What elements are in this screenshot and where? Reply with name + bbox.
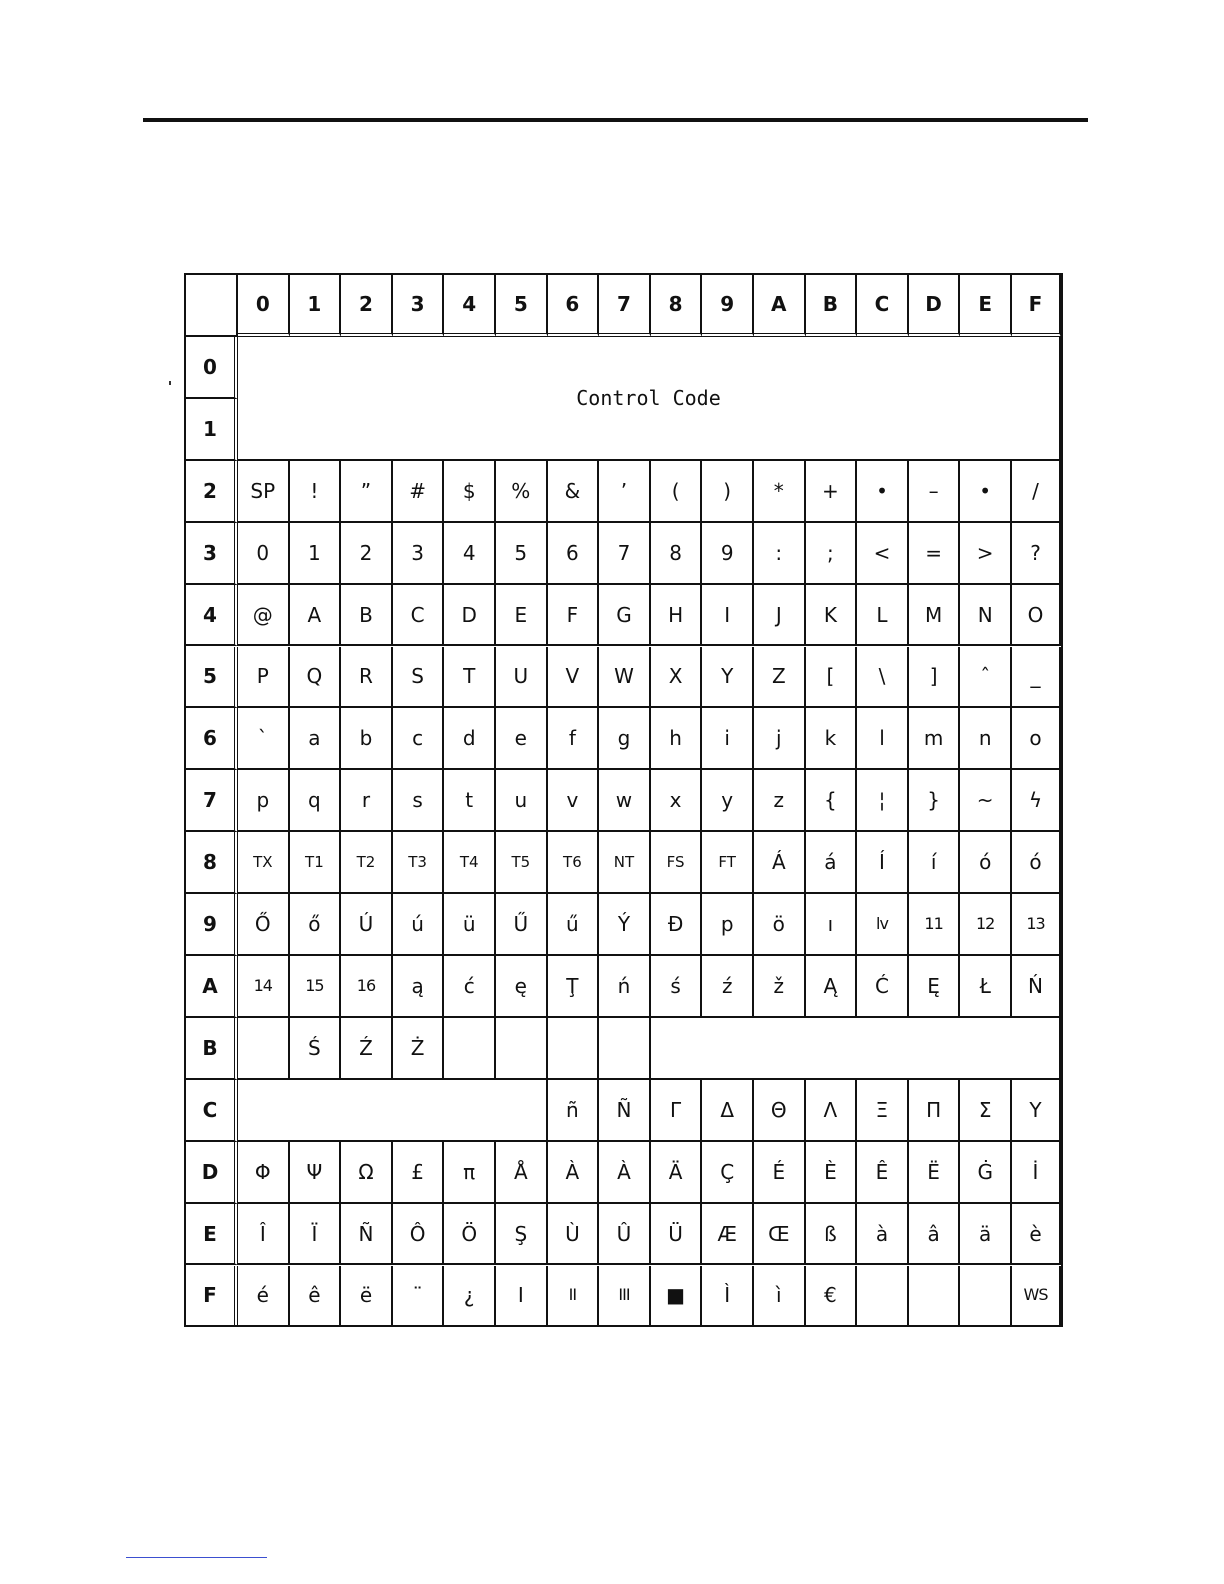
char-cell: Y [702,647,754,709]
char-cell: ¦ [857,770,909,832]
char-cell: ] [909,647,961,709]
char-cell: Ê [857,1142,909,1204]
char-cell: Ą [806,956,858,1018]
char-cell: NT [599,832,651,894]
column-header: 1 [290,275,342,337]
char-cell: R [341,647,393,709]
char-cell [960,1266,1012,1328]
char-cell: ? [1012,523,1061,585]
char-cell: T [444,647,496,709]
bottom-rule [126,1557,267,1558]
char-cell: 3 [393,523,445,585]
char-cell: y [702,770,754,832]
char-cell: ( [651,461,703,523]
column-header: F [1012,275,1061,337]
char-cell: # [393,461,445,523]
char-cell: { [806,770,858,832]
char-cell: w [599,770,651,832]
char-cell: TX [238,832,290,894]
char-cell: 1 [290,523,342,585]
char-cell: T2 [341,832,393,894]
char-cell: * [754,461,806,523]
char-cell: Γ [651,1080,703,1142]
character-code-table [184,273,1063,1327]
char-cell: C [393,585,445,647]
char-cell: O [1012,585,1061,647]
char-cell: f [548,708,600,770]
char-cell: Í [857,832,909,894]
char-cell: Ç [702,1142,754,1204]
char-cell: T4 [444,832,496,894]
char-cell: Π [909,1080,961,1142]
char-cell: h [651,708,703,770]
char-cell: WS [1012,1266,1061,1328]
char-cell: ó [960,832,1012,894]
char-cell: ä [960,1204,1012,1266]
char-cell: o [1012,708,1061,770]
char-cell: Ś [290,1018,342,1080]
char-cell: D [444,585,496,647]
char-cell: x [651,770,703,832]
empty-cell [496,1018,548,1080]
char-cell: à [857,1204,909,1266]
top-rule [143,118,1088,122]
char-cell: ! [290,461,342,523]
char-cell: E [496,585,548,647]
char-cell: Ö [444,1204,496,1266]
row-header: 0 [186,337,238,399]
char-cell: Î [238,1204,290,1266]
char-cell: % [496,461,548,523]
char-cell: < [857,523,909,585]
char-cell: ■ [651,1266,703,1328]
char-cell: Ş [496,1204,548,1266]
char-cell: 8 [651,523,703,585]
char-cell: u [496,770,548,832]
char-cell: g [599,708,651,770]
char-cell: ž [754,956,806,1018]
char-cell: Ñ [341,1204,393,1266]
char-cell: 11 [909,894,961,956]
unused-block [238,1080,548,1142]
char-cell: > [960,523,1012,585]
column-header: B [806,275,858,337]
char-cell: 7 [599,523,651,585]
char-cell: i [702,708,754,770]
char-cell: S [393,647,445,709]
char-cell: ć [444,956,496,1018]
char-cell: ì [754,1266,806,1328]
char-cell: A [290,585,342,647]
char-cell: í [909,832,961,894]
char-cell: @ [238,585,290,647]
column-header: 6 [548,275,600,337]
row-header: 7 [186,770,238,832]
char-cell: 0 [238,523,290,585]
char-cell: e [496,708,548,770]
char-cell: 13 [1012,894,1061,956]
column-header: 9 [702,275,754,337]
char-cell: Ć [857,956,909,1018]
char-cell: T6 [548,832,600,894]
char-cell: P [238,647,290,709]
char-cell: 6 [548,523,600,585]
char-cell: Ë [909,1142,961,1204]
char-cell: Ä [651,1142,703,1204]
column-header: 3 [393,275,445,337]
char-cell: p [702,894,754,956]
char-cell: Φ [238,1142,290,1204]
char-cell: ß [806,1204,858,1266]
char-cell: È [806,1142,858,1204]
char-cell: c [393,708,445,770]
char-cell: p [238,770,290,832]
column-header: 5 [496,275,548,337]
char-cell: W [599,647,651,709]
char-cell: t [444,770,496,832]
char-cell: N [960,585,1012,647]
empty-cell [548,1018,600,1080]
char-cell: Z [754,647,806,709]
char-cell: ö [754,894,806,956]
char-cell: FT [702,832,754,894]
char-cell: ü [444,894,496,956]
char-cell: I [702,585,754,647]
char-cell: 9 [702,523,754,585]
char-cell: ą [393,956,445,1018]
char-cell: B [341,585,393,647]
char-cell: $ [444,461,496,523]
char-cell: 14 [238,956,290,1018]
char-cell: £ [393,1142,445,1204]
char-cell: 2 [341,523,393,585]
char-cell: 5 [496,523,548,585]
char-cell: Θ [754,1080,806,1142]
char-cell: Ï [290,1204,342,1266]
char-cell: ë [341,1266,393,1328]
char-cell: ź [702,956,754,1018]
char-cell: ϟ [1012,770,1061,832]
char-cell: Æ [702,1204,754,1266]
char-cell: À [599,1142,651,1204]
char-cell: II [548,1266,600,1328]
char-cell: Ġ [960,1142,1012,1204]
char-cell: Ü [651,1204,703,1266]
char-cell: Ł [960,956,1012,1018]
char-cell: T1 [290,832,342,894]
row-header: C [186,1080,238,1142]
char-cell: G [599,585,651,647]
char-cell: J [754,585,806,647]
char-cell: Ń [1012,956,1061,1018]
char-cell: d [444,708,496,770]
empty-cell [444,1018,496,1080]
char-cell [238,1018,290,1080]
char-cell [857,1266,909,1328]
char-cell: Ż [393,1018,445,1080]
column-header: 8 [651,275,703,337]
row-header: 9 [186,894,238,956]
char-cell: z [754,770,806,832]
char-cell: U [496,647,548,709]
char-cell: III [599,1266,651,1328]
row-header: E [186,1204,238,1266]
row-header: F [186,1266,238,1328]
char-cell: Ω [341,1142,393,1204]
char-cell: a [290,708,342,770]
row-header: 1 [186,399,238,461]
char-cell: ) [702,461,754,523]
char-cell: Ý [599,894,651,956]
stray-mark [169,381,171,385]
char-cell: X [651,647,703,709]
char-cell: À [548,1142,600,1204]
char-cell: Λ [806,1080,858,1142]
char-cell: 4 [444,523,496,585]
char-cell: = [909,523,961,585]
char-cell: Ź [341,1018,393,1080]
row-header: 8 [186,832,238,894]
char-cell: è [1012,1204,1061,1266]
row-header: 6 [186,708,238,770]
char-cell: I [496,1266,548,1328]
row-header: 5 [186,647,238,709]
char-cell: ~ [960,770,1012,832]
char-cell: FS [651,832,703,894]
char-cell: Ő [238,894,290,956]
char-cell: s [393,770,445,832]
char-cell: & [548,461,600,523]
char-cell: Ę [909,956,961,1018]
char-cell: M [909,585,961,647]
char-cell: Ù [548,1204,600,1266]
char-cell: ę [496,956,548,1018]
char-cell: r [341,770,393,832]
row-header: D [186,1142,238,1204]
char-cell: á [806,832,858,894]
column-header: 7 [599,275,651,337]
column-header: A [754,275,806,337]
char-cell: ` [238,708,290,770]
char-cell: ñ [548,1080,600,1142]
char-cell: ˆ [960,647,1012,709]
char-cell: π [444,1142,496,1204]
char-cell: m [909,708,961,770]
char-cell: Ñ [599,1080,651,1142]
char-cell [909,1266,961,1328]
column-header: E [960,275,1012,337]
column-header: 4 [444,275,496,337]
char-cell: Ú [341,894,393,956]
row-header: A [186,956,238,1018]
char-cell: – [909,461,961,523]
char-cell: Đ [651,894,703,956]
char-cell: l [857,708,909,770]
char-cell: Ű [496,894,548,956]
char-cell: ı [806,894,858,956]
row-header: 3 [186,523,238,585]
char-cell: Œ [754,1204,806,1266]
char-cell: Ì [702,1266,754,1328]
char-cell: Δ [702,1080,754,1142]
char-cell: ú [393,894,445,956]
char-cell: ¿ [444,1266,496,1328]
unused-block [651,1018,1061,1080]
char-cell: F [548,585,600,647]
char-cell: • [857,461,909,523]
char-cell: T5 [496,832,548,894]
char-cell: Å [496,1142,548,1204]
row-header: 2 [186,461,238,523]
column-header: C [857,275,909,337]
char-cell: ń [599,956,651,1018]
char-cell: 12 [960,894,1012,956]
char-cell: 15 [290,956,342,1018]
char-cell: j [754,708,806,770]
char-cell: : [754,523,806,585]
char-cell: ’ [599,461,651,523]
char-cell: ó [1012,832,1061,894]
char-cell: } [909,770,961,832]
char-cell: k [806,708,858,770]
empty-cell [599,1018,651,1080]
char-cell: É [754,1142,806,1204]
row-header: B [186,1018,238,1080]
char-cell: Ψ [290,1142,342,1204]
char-cell: V [548,647,600,709]
column-header: 2 [341,275,393,337]
char-cell: Q [290,647,342,709]
char-cell: SP [238,461,290,523]
char-cell: ő [290,894,342,956]
char-cell: ê [290,1266,342,1328]
char-cell: v [548,770,600,832]
char-cell: \ [857,647,909,709]
char-cell: ” [341,461,393,523]
char-cell: ; [806,523,858,585]
char-cell: Û [599,1204,651,1266]
char-cell: â [909,1204,961,1266]
char-cell: q [290,770,342,832]
char-cell: Ţ [548,956,600,1018]
char-cell: _ [1012,647,1061,709]
corner-cell [186,275,238,337]
char-cell: + [806,461,858,523]
char-cell: ¨ [393,1266,445,1328]
char-cell: • [960,461,1012,523]
char-cell: Ô [393,1204,445,1266]
char-cell: b [341,708,393,770]
column-header: D [909,275,961,337]
row-header: 4 [186,585,238,647]
control-code-label: Control Code [238,337,1061,461]
char-cell: € [806,1266,858,1328]
char-cell: L [857,585,909,647]
char-cell: ś [651,956,703,1018]
char-cell: é [238,1266,290,1328]
char-cell: Σ [960,1080,1012,1142]
char-cell: Υ [1012,1080,1061,1142]
char-cell: K [806,585,858,647]
char-cell: lv [857,894,909,956]
char-cell: T3 [393,832,445,894]
column-header: 0 [238,275,290,337]
char-cell: / [1012,461,1061,523]
char-cell: [ [806,647,858,709]
char-cell: n [960,708,1012,770]
char-cell: Á [754,832,806,894]
char-cell: Ξ [857,1080,909,1142]
char-cell: 16 [341,956,393,1018]
char-cell: H [651,585,703,647]
char-cell: İ [1012,1142,1061,1204]
char-cell: ű [548,894,600,956]
